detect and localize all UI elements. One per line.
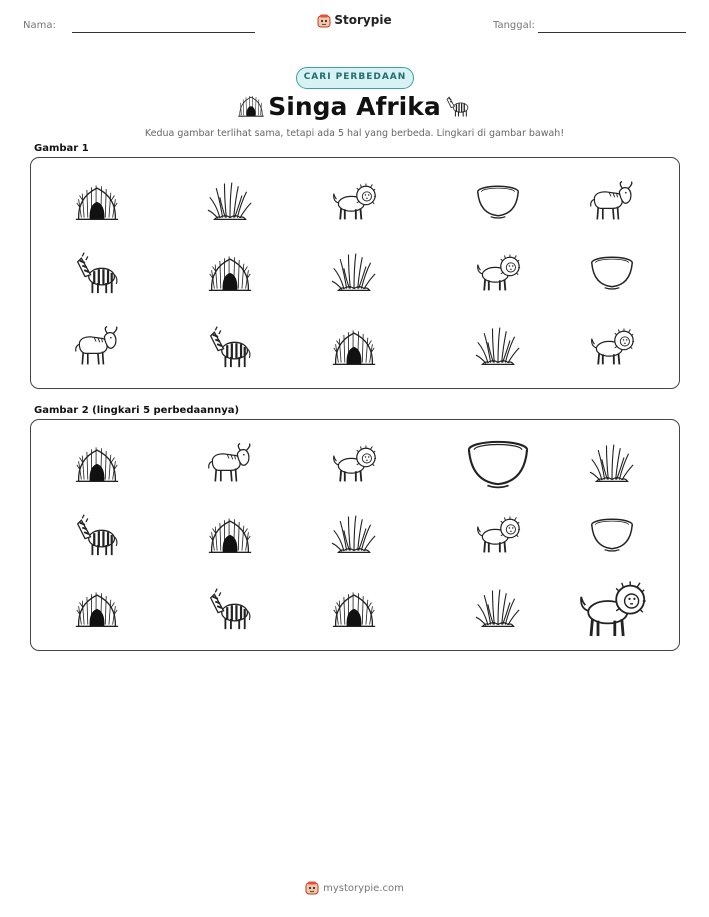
zebra-icon [207,323,253,369]
grass-icon[interactable] [475,585,521,631]
grass-icon[interactable] [589,440,635,486]
grass-icon [207,178,253,224]
footer-url: mystorypie.com [323,883,404,894]
brand-logo [0,13,709,28]
grass-icon [331,249,377,295]
bowl-icon [589,249,635,295]
footer [0,881,709,895]
date-field[interactable] [538,32,686,33]
lion-icon[interactable] [475,511,521,557]
zebra-icon [74,249,120,295]
activity-badge: CARI PERBEDAAN [296,67,414,89]
grass-icon[interactable] [331,511,377,557]
zebra-icon [444,92,472,118]
page-title: Singa Afrika [268,92,441,121]
lion-icon [589,323,635,369]
storypie-logo-icon [317,14,331,28]
bowl-icon[interactable] [589,511,635,557]
picture1-panel [30,157,680,389]
lion-icon [475,249,521,295]
picture2-panel[interactable] [30,419,680,651]
grass-cave-icon [207,249,253,295]
grass-cave-icon[interactable] [74,585,120,631]
grass-cave-icon [331,323,377,369]
lion-icon [331,178,377,224]
grass-cave-icon[interactable] [207,511,253,557]
grass-cave-icon[interactable] [74,440,120,486]
instructions: Kedua gambar terlihat sama, tetapi ada 5 hal yang berbeda. Lingkari di gambar bawah! [144,128,565,139]
picture2-label: Gambar 2 (lingkari 5 perbedaannya) [34,405,240,416]
zebra-icon[interactable] [74,511,120,557]
zebra-icon[interactable] [207,585,253,631]
name-field[interactable] [72,32,255,33]
name-label: Nama: [23,20,56,31]
lion-icon[interactable] [331,440,377,486]
bowl-icon[interactable] [465,430,531,496]
bowl-icon [475,178,521,224]
grass-cave-icon[interactable] [331,585,377,631]
wildebeest-icon [589,178,635,224]
date-label: Tanggal: [493,20,535,31]
wildebeest-icon[interactable] [207,440,253,486]
grass-icon [475,323,521,369]
wildebeest-icon [74,323,120,369]
storypie-logo-icon [305,881,319,895]
picture1-label: Gambar 1 [34,143,89,154]
lion-icon[interactable] [577,573,647,643]
grass-cave-icon [74,178,120,224]
brand-name: Storypie [334,13,392,27]
